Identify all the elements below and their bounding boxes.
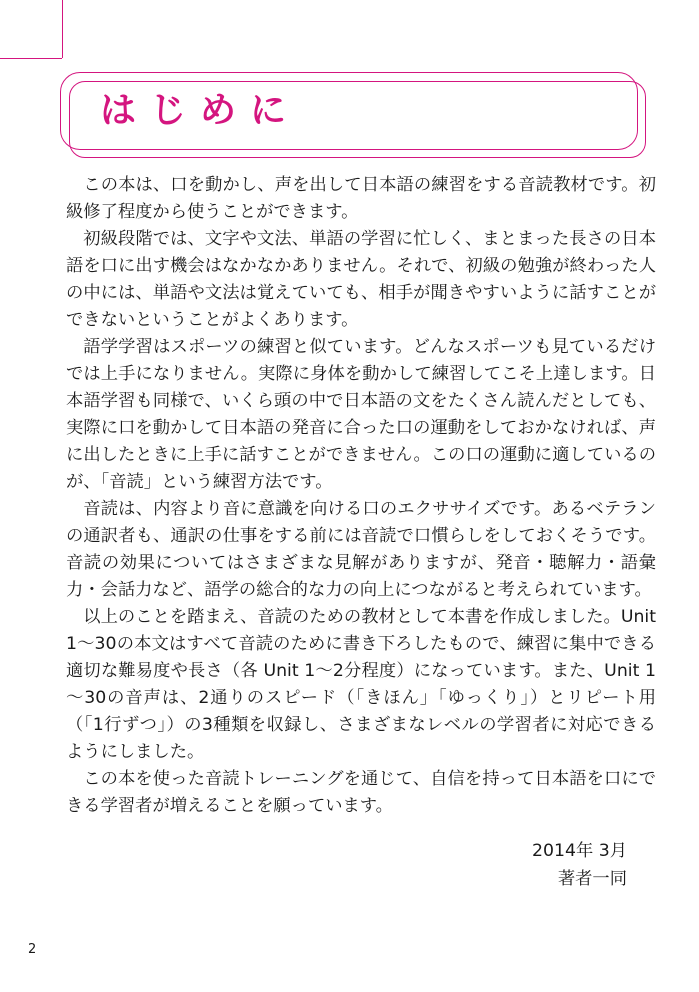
paragraph-3: 語学学習はスポーツの練習と似ています。どんなスポーツも見ているだけでは上手になりません。実際に身体を動かして練習してこそ上達します。日本語学習も同様で、いくら頭の中で日本語の文をたくさん読んだとしても、実際に口を動かして日本語の発音に合った口の運動をしておかなければ、声に出したときに上手に話すことができません。この口の運動に適しているのが、「音読」という練習方法です。 [66, 337, 656, 492]
page-title: はじめに [100, 90, 301, 131]
body-text [66, 172, 656, 820]
page-number: 2 [28, 942, 37, 957]
paragraph-1: この本は、口を動かし、声を出して日本語の練習をする音読教材です。初級修了程度から使うことができます。 [66, 175, 656, 222]
signature-block [532, 837, 627, 893]
date: 2014年 3月 [531, 841, 627, 861]
paragraph-5: 以上のことを踏まえ、音読のための教材として本書を作成しました。Unit 1～30の本文はすべて音読のために書き下ろしたもので、練習に集中できる適切な難易度や長さ（各 Unit 1～2分程度）になっています。また、Unit 1～30の音声は、2通りのスピード（「きほん」「ゆっくり」）とリピート用（「1行ずつ」）の3種類を収録し、さまざまなレベルの学習者に対応できるようにしました。 [66, 607, 656, 762]
author: 著者一同 [557, 869, 627, 889]
paragraph-6: この本を使った音読トレーニングを通じて、自信を持って日本語を口にできる学習者が増えることを願っています。 [66, 769, 656, 816]
crop-mark-vertical [62, 0, 63, 58]
paragraph-2: 初級段階では、文字や文法、単語の学習に忙しく、まとまった長さの日本語を口に出す機会はなかなかありません。それで、初級の勉強が終わった人の中には、単語や文法は覚えていても、相手が聞きやすいように話すことができないということがよくあります。 [66, 229, 656, 330]
crop-mark-horizontal [0, 58, 62, 59]
paragraph-4: 音読は、内容より音に意識を向ける口のエクササイズです。あるベテランの通訳者も、通訳の仕事をする前には音読で口慣らしをしておくそうです。音読の効果についてはさまざまな見解がありますが、発音・聴解力・語彙力・会話力など、語学の総合的な力の向上につながると考えられています。 [66, 499, 656, 600]
